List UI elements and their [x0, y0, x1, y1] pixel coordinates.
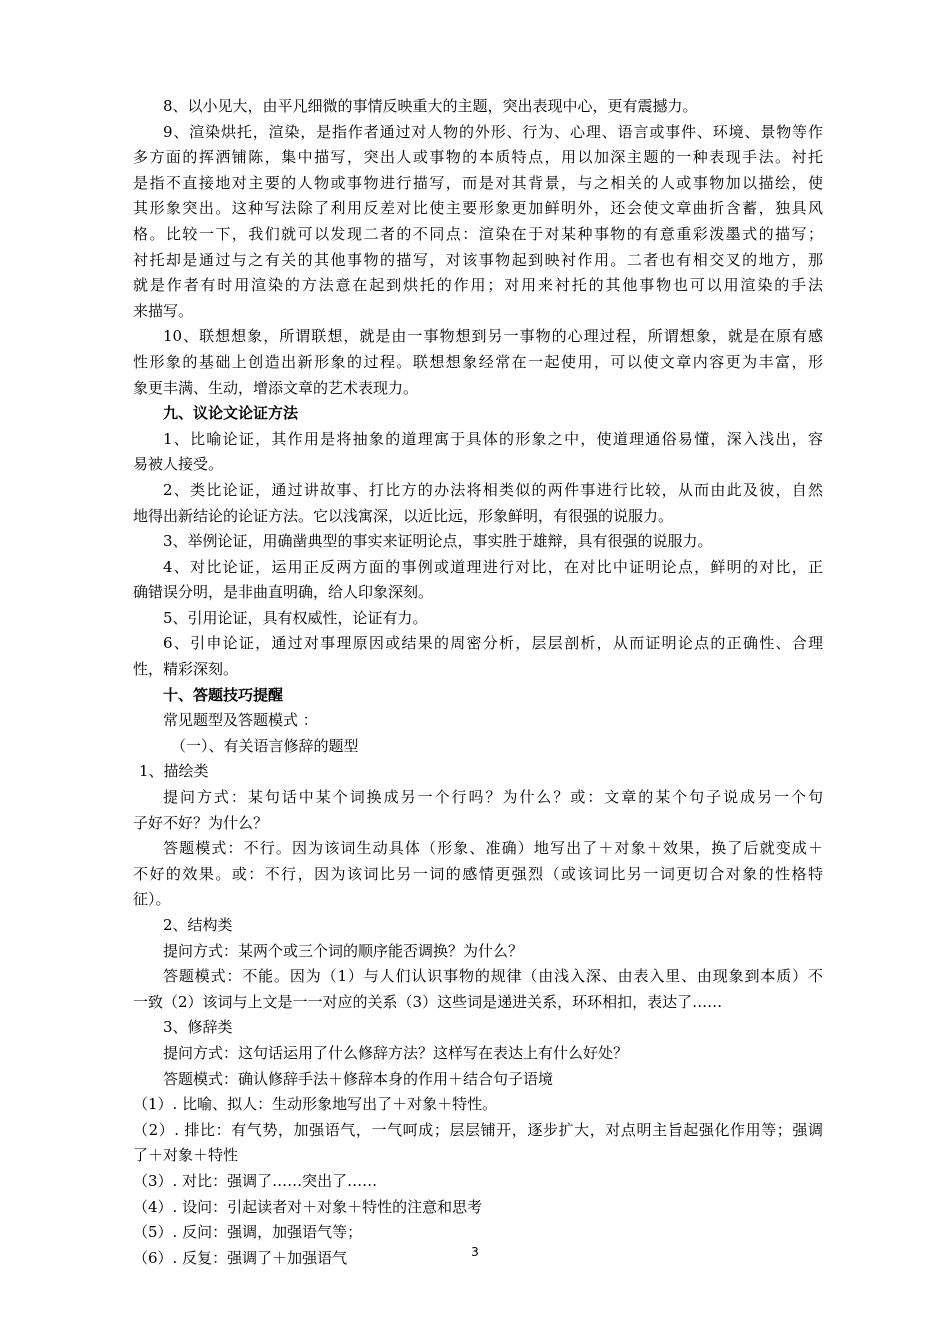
section-heading: 九、议论文论证方法: [163, 404, 299, 423]
item-heading: 2、结构类: [163, 916, 233, 934]
paragraph-line: 答题模式：不行。因为该词生动具体（形象、准确）地写出了＋对象＋效果，换了后就变成＋: [163, 839, 823, 858]
paragraph-line: 衬托却是通过与之有关的其他事物的描写，对该事物起到映衬作用。二者也有相交叉的地方，那: [133, 250, 823, 269]
paragraph-line: 提问方式：某句话中某个词换成另一个行吗？为什么？或：文章的某个句子说成另一个句: [163, 788, 823, 807]
item-heading: 3、修辞类: [163, 1018, 233, 1037]
list-item: （4）. 设问：引起读者对＋对象＋特性的注意和思考: [133, 1197, 483, 1216]
list-item: （6）. 反复：强调了＋加强语气: [133, 1248, 348, 1267]
section-heading: 十、答题技巧提醒: [163, 685, 284, 704]
paragraph-line: 其形象突出。这种写法除了利用反差对比使主要形象更加鲜明外，还会使文章曲折含蓄，独具风: [133, 199, 823, 218]
paragraph-line: 子好不好？为什么？: [133, 813, 269, 832]
paragraph-line: 性，精彩深刻。: [133, 660, 239, 679]
paragraph-line: 就是作者有时用渲染的方法意在起到烘托的作用；对用来衬托的其他事物也可以用渲染的手法: [133, 276, 823, 295]
paragraph-line: 5、引用论证，具有权威性，论证有力。: [163, 608, 428, 627]
list-item: （1）. 比喻、拟人：生动形象地写出了＋对象＋特性。: [133, 1095, 498, 1114]
subsection-heading: （一）、有关语言修辞的题型: [171, 736, 359, 755]
paragraph-line: 提问方式：这句话运用了什么修辞方法？这样写在表达上有什么好处？: [163, 1043, 629, 1062]
paragraph-line: 多方面的挥洒铺陈，集中描写，突出人或事物的本质特点，用以加深主题的一种表现手法。衬托: [133, 148, 823, 167]
page-number: 3: [471, 1245, 479, 1259]
list-item: （2）. 排比：有气势，加强语气，一气呵成；层层铺开，逐步扩大，对点明主旨起强化作用等；强调: [133, 1120, 823, 1139]
paragraph-line: 象更丰满、生动，增添文章的艺术表现力。: [133, 378, 419, 397]
paragraph-line: 提问方式：某两个或三个词的顺序能否调换？为什么？: [163, 941, 524, 960]
item-heading: 1、描绘类: [139, 762, 209, 781]
paragraph-line: 了＋对象＋特性: [133, 1146, 239, 1165]
paragraph-line: 是指不直接地对主要的人物或事物进行描写，而是对其背景，与之相关的人或事物加以描绘，使: [133, 173, 823, 192]
paragraph-line: 来描写。: [133, 301, 194, 320]
paragraph-line: 答题模式：确认修辞手法＋修辞本身的作用＋结合句子语境: [163, 1069, 554, 1088]
paragraph-line: 答题模式：不能。因为（1）与人们认识事物的规律（由浅入深、由表入里、由现象到本质）不: [163, 967, 823, 986]
paragraph-line: 格。比较一下，我们就可以发现二者的不同点：渲染在于对某种事物的有意重彩泼墨式的描写；: [133, 224, 823, 243]
paragraph-line: 不好的效果。或：不行，因为该词比另一词的感情更强烈（或该词比另一词更切合对象的性格特: [133, 864, 823, 883]
paragraph-line: 3、举例论证，用确凿典型的事实来证明论点，事实胜于雄辩，具有很强的说服力。: [163, 532, 713, 551]
document-body: [133, 94, 823, 1271]
paragraph-line: 4、对比论证，运用正反两方面的事例或道理进行对比，在对比中证明论点，鲜明的对比，正: [163, 557, 823, 576]
paragraph-line: 10、联想想象，所谓联想，就是由一事物想到另一事物的心理过程，所谓想象，就是在原有感: [163, 327, 823, 346]
paragraph-line: 8、以小见大，由平凡细微的事情反映重大的主题，突出表现中心，更有震撼力。: [163, 97, 698, 115]
paragraph-line: 9、渲染烘托，渲染，是指作者通过对人物的外形、行为、心理、语言或事件、环境、景物等作: [163, 122, 823, 141]
list-item: （5）. 反问：强调，加强语气等；: [133, 1223, 363, 1242]
list-item: （3）. 对比：强调了……突出了……: [133, 1171, 378, 1190]
paragraph-line: 一致（2）该词与上文是一一对应的关系（3）这些词是递进关系，环环相扣，表达了……: [133, 992, 723, 1011]
paragraph-line: 确错误分明，是非曲直明确，给人印象深刻。: [133, 583, 434, 602]
paragraph-line: 地得出新结论的论证方法。它以浅寓深，以近比远，形象鲜明，有很强的说服力。: [133, 506, 674, 525]
paragraph-line: 性形象的基础上创造出新形象的过程。联想想象经常在一起使用，可以使文章内容更为丰富，形: [133, 352, 823, 371]
paragraph-line: 1、比喻论证，其作用是将抽象的道理寓于具体的形象之中，使道理通俗易懂，深入浅出，容: [163, 429, 823, 448]
paragraph-line: 征）。: [133, 890, 171, 909]
paragraph-line: 易被人接受。: [133, 455, 224, 474]
paragraph-line: 6、引申论证，通过对事理原因或结果的周密分析，层层剖析，从而证明论点的正确性、合理: [163, 634, 823, 653]
paragraph-line: 常见题型及答题模式 ：: [163, 711, 318, 730]
paragraph-line: 2、类比论证，通过讲故事、打比方的办法将相类似的两件事进行比较，从而由此及彼，自然: [163, 480, 823, 499]
